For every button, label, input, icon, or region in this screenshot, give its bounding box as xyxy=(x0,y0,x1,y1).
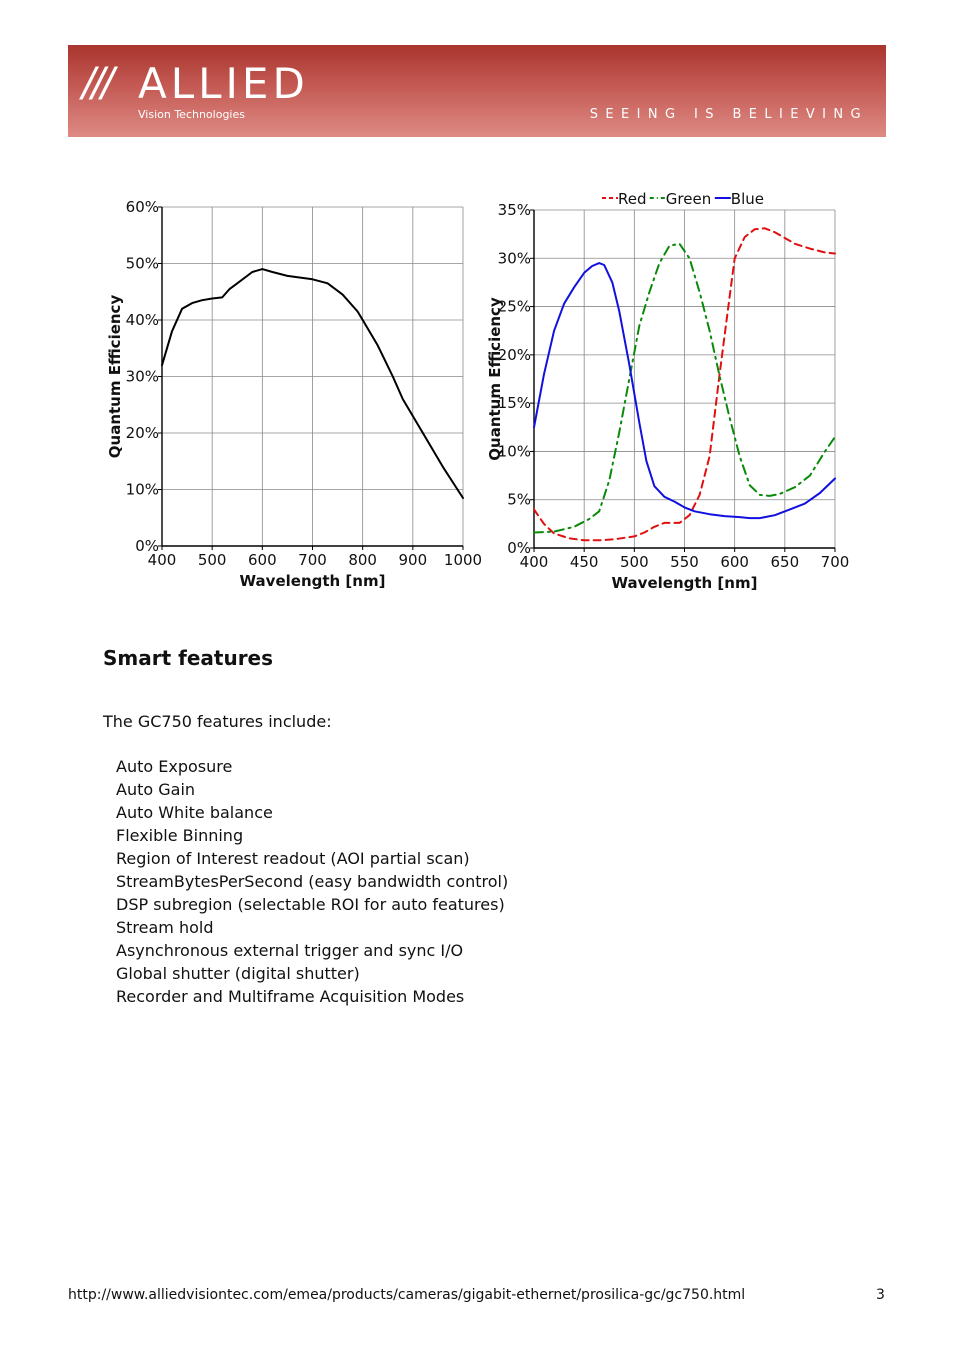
section-heading: Smart features xyxy=(103,646,274,670)
x-tick-label: 600 xyxy=(720,553,749,571)
feature-item: Auto Exposure xyxy=(116,757,233,776)
x-tick-label: 700 xyxy=(298,551,327,569)
feature-item: Asynchronous external trigger and sync I/O xyxy=(116,941,464,960)
y-tick-label: 30% xyxy=(125,367,159,386)
feature-item: Recorder and Multiframe Acquisition Modes xyxy=(116,987,465,1006)
y-tick-label: 20% xyxy=(125,424,159,442)
mono-qe-chart-svg xyxy=(90,180,490,610)
y-tick-label: 50% xyxy=(125,254,159,273)
x-tick-label: 400 xyxy=(519,553,549,571)
legend-label-blue: Blue xyxy=(730,190,765,208)
x-tick-label: 400 xyxy=(147,551,177,569)
x-axis-title: Wavelength [nm] xyxy=(611,574,758,592)
color-qe-chart-svg xyxy=(470,180,865,610)
feature-item: Auto White balance xyxy=(116,803,273,822)
x-tick-label: 700 xyxy=(820,553,850,571)
feature-item: Global shutter (digital shutter) xyxy=(116,964,360,983)
y-tick-label: 20% xyxy=(497,345,531,364)
y-tick-label: 60% xyxy=(125,198,159,216)
feature-item: DSP subregion (selectable ROI for auto features) xyxy=(116,895,505,914)
page-number: 3 xyxy=(876,1287,885,1303)
mono-qe-chart xyxy=(90,180,490,610)
y-tick-label: 10% xyxy=(497,442,531,461)
y-tick-label: 10% xyxy=(125,480,159,499)
y-tick-label: 15% xyxy=(497,394,531,413)
x-tick-label: 1000 xyxy=(443,551,483,569)
y-tick-label: 25% xyxy=(497,297,531,316)
legend-label-red: Red xyxy=(618,190,647,208)
x-tick-label: 900 xyxy=(398,551,428,569)
y-tick-label: 30% xyxy=(497,249,531,268)
y-tick-label: 0% xyxy=(135,537,159,555)
x-tick-label: 600 xyxy=(248,551,277,569)
x-tick-label: 550 xyxy=(670,553,699,571)
feature-item: StreamBytesPerSecond (easy bandwidth control) xyxy=(116,872,509,891)
x-tick-label: 800 xyxy=(348,551,377,569)
y-axis-title: Quantum Efficiency xyxy=(486,297,504,461)
footer-url: http://www.alliedvisiontec.com/emea/products/cameras/gigabit-ethernet/prosilica-gc/gc750.html xyxy=(68,1287,746,1303)
header-tagline: SEEING IS BELIEVING xyxy=(589,107,868,122)
header-banner xyxy=(68,45,886,137)
y-tick-label: 35% xyxy=(497,201,531,219)
color-qe-chart xyxy=(470,180,865,610)
y-tick-label: 40% xyxy=(125,311,159,329)
y-axis-title: Quantum Efficiency xyxy=(106,294,124,459)
feature-item: Region of Interest readout (AOI partial scan) xyxy=(116,849,470,868)
feature-item: Flexible Binning xyxy=(116,826,244,845)
x-tick-label: 500 xyxy=(197,551,227,569)
legend-label-green: Green xyxy=(665,190,712,208)
x-tick-label: 650 xyxy=(770,553,800,571)
y-tick-label: 0% xyxy=(507,539,531,557)
logo-subtitle: Vision Technologies xyxy=(138,108,245,121)
features-list xyxy=(116,755,508,1008)
x-tick-label: 450 xyxy=(569,553,599,571)
x-axis-title: Wavelength [nm] xyxy=(239,572,386,590)
y-tick-label: 5% xyxy=(507,490,531,509)
logo-wordmark: ALLIED xyxy=(138,59,309,108)
feature-item: Auto Gain xyxy=(116,780,196,799)
logo-slashes: /// xyxy=(82,60,111,106)
x-tick-label: 500 xyxy=(620,553,649,571)
features-intro: The GC750 features include: xyxy=(103,712,332,731)
feature-item: Stream hold xyxy=(116,918,214,937)
